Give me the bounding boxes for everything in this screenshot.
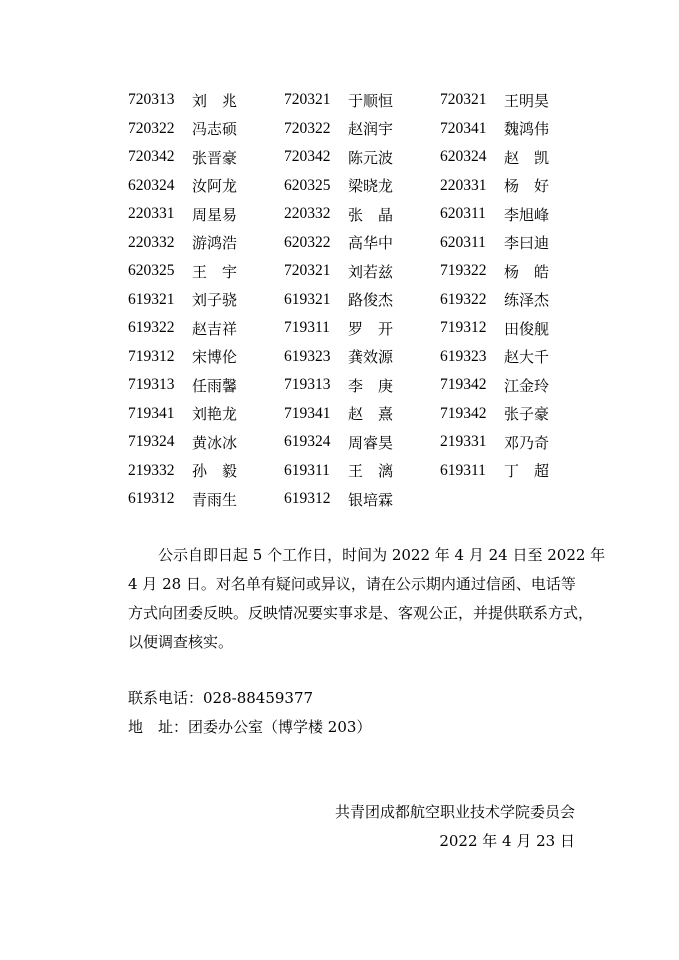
roster-entry <box>440 346 588 367</box>
roster-entry <box>128 460 284 481</box>
class-code: 720321 <box>440 91 487 109</box>
roster-entry <box>128 118 284 139</box>
class-code: 619322 <box>128 319 175 337</box>
roster-row <box>128 428 588 457</box>
class-code: 220331 <box>128 205 175 223</box>
class-code: 620324 <box>128 176 175 194</box>
class-code: 719342 <box>440 376 487 394</box>
student-name: 宋博伦 <box>192 348 238 367</box>
roster-row <box>128 286 588 315</box>
class-code: 619321 <box>284 290 331 308</box>
student-name: 杨 皓 <box>504 262 550 281</box>
notice-line: 4 月 28 日。对名单有疑问或异议，请在公示期内通过信函、电话等 <box>128 575 576 593</box>
roster-entry <box>128 175 284 196</box>
roster-entry <box>128 261 284 282</box>
class-code: 620311 <box>440 233 486 251</box>
class-code: 620311 <box>440 205 486 223</box>
student-name: 魏鸿伟 <box>504 120 550 139</box>
phone-label: 联系电话： <box>128 689 204 707</box>
class-code: 720321 <box>284 91 331 109</box>
roster-entry <box>128 147 284 168</box>
roster-entry <box>284 489 440 510</box>
roster-entry <box>128 432 284 453</box>
signature-block <box>335 798 575 856</box>
student-name: 周星易 <box>192 205 238 224</box>
phone-line <box>128 684 371 713</box>
class-code: 719312 <box>440 319 487 337</box>
class-code: 719341 <box>128 404 175 422</box>
roster-entry <box>284 232 440 253</box>
student-name: 黄冰冰 <box>192 433 238 452</box>
roster-row <box>128 371 588 400</box>
student-name: 赵润宇 <box>348 120 394 139</box>
roster-entry <box>284 261 440 282</box>
student-name: 赵 凯 <box>504 148 550 167</box>
roster-entry <box>440 460 588 481</box>
notice-line: 公示自即日起 5 个工作日，时间为 2022 年 4 月 24 日至 2022 年 <box>128 546 606 564</box>
student-name: 李旭峰 <box>504 205 550 224</box>
class-code: 720322 <box>284 119 331 137</box>
roster-row <box>128 143 588 172</box>
roster-row <box>128 257 588 286</box>
class-code: 619322 <box>440 290 487 308</box>
roster-entry <box>284 318 440 339</box>
roster-entry <box>440 289 588 310</box>
roster-entry <box>440 403 588 424</box>
roster-entry <box>440 118 588 139</box>
student-name: 孙 毅 <box>192 462 238 481</box>
roster-row <box>128 400 588 429</box>
signing-date: 2022 年 4 月 23 日 <box>439 832 575 850</box>
class-code: 220331 <box>440 176 487 194</box>
roster-entry <box>284 346 440 367</box>
roster-entry <box>284 147 440 168</box>
class-code: 619321 <box>128 290 175 308</box>
roster-entry <box>284 204 440 225</box>
student-name: 周睿昊 <box>348 433 394 452</box>
roster-entry <box>440 375 588 396</box>
student-name: 李 庚 <box>348 376 394 395</box>
class-code: 719342 <box>440 404 487 422</box>
class-code: 619323 <box>440 347 487 365</box>
address-label: 地 址： <box>128 718 189 736</box>
roster-entry <box>440 175 588 196</box>
class-code: 619311 <box>440 461 486 479</box>
student-name: 梁晓龙 <box>348 177 394 196</box>
student-name: 赵大千 <box>504 348 550 367</box>
student-name: 王 漓 <box>348 462 394 481</box>
class-code: 719313 <box>284 376 331 394</box>
roster-entry <box>284 289 440 310</box>
roster-entry <box>440 261 588 282</box>
student-name: 刘 兆 <box>192 91 238 110</box>
student-name: 刘子骁 <box>192 291 238 310</box>
class-code: 719312 <box>128 347 175 365</box>
roster-entry <box>284 460 440 481</box>
class-code: 720342 <box>284 148 331 166</box>
class-code: 619323 <box>284 347 331 365</box>
student-name: 陈元波 <box>348 148 394 167</box>
class-code: 219331 <box>440 433 487 451</box>
roster-entry <box>128 489 284 510</box>
class-code: 720342 <box>128 148 175 166</box>
roster-row <box>128 200 588 229</box>
class-code: 620324 <box>440 148 487 166</box>
signing-organization: 共青团成都航空职业技术学院委员会 <box>334 803 575 821</box>
roster-row <box>128 314 588 343</box>
class-code: 720321 <box>284 262 331 280</box>
roster-entry <box>128 375 284 396</box>
roster-row <box>128 343 588 372</box>
notice-line: 方式向团委反映。反映情况要实事求是、客观公正，并提供联系方式， <box>128 604 594 622</box>
roster-entry <box>128 289 284 310</box>
student-name: 冯志硕 <box>192 120 238 139</box>
address-line <box>128 713 371 742</box>
roster-row <box>128 457 588 486</box>
student-name: 王 宇 <box>192 262 238 281</box>
student-name: 汝阿龙 <box>192 177 238 196</box>
roster-entry <box>284 118 440 139</box>
roster-entry <box>128 90 284 111</box>
class-code: 720341 <box>440 119 487 137</box>
roster-entry <box>440 90 588 111</box>
student-name: 杨 好 <box>504 177 550 196</box>
student-name: 刘若兹 <box>348 262 394 281</box>
student-name: 赵 熹 <box>348 405 394 424</box>
student-name: 张 晶 <box>348 205 394 224</box>
roster-entry <box>128 204 284 225</box>
roster-entry <box>440 432 588 453</box>
notice-line: 以便调查核实。 <box>128 633 234 651</box>
class-code: 719311 <box>284 319 330 337</box>
class-code: 220332 <box>128 233 175 251</box>
student-name: 刘艳龙 <box>192 405 238 424</box>
class-code: 219332 <box>128 461 175 479</box>
class-code: 719341 <box>284 404 331 422</box>
class-code: 720322 <box>128 119 175 137</box>
class-code: 620325 <box>284 176 331 194</box>
class-code: 619324 <box>284 433 331 451</box>
student-name: 丁 超 <box>504 462 550 481</box>
notice-paragraph <box>128 541 606 657</box>
student-name: 路俊杰 <box>348 291 394 310</box>
roster-entry <box>284 90 440 111</box>
student-name: 游鸿浩 <box>192 234 238 253</box>
class-code: 620322 <box>284 233 331 251</box>
roster-entry <box>284 175 440 196</box>
roster-entry <box>284 403 440 424</box>
student-name: 江金玲 <box>504 376 550 395</box>
student-name: 练泽杰 <box>504 291 550 310</box>
class-code: 220332 <box>284 205 331 223</box>
student-name: 邓乃奇 <box>504 433 550 452</box>
roster-entry <box>440 204 588 225</box>
roster-row <box>128 86 588 115</box>
class-code: 719313 <box>128 376 175 394</box>
class-code: 620325 <box>128 262 175 280</box>
student-name: 罗 开 <box>348 319 394 338</box>
class-code: 720313 <box>128 91 175 109</box>
class-code: 719324 <box>128 433 175 451</box>
student-name: 任雨馨 <box>192 376 238 395</box>
class-code: 619312 <box>284 490 331 508</box>
student-name: 田俊舰 <box>504 319 550 338</box>
roster-row <box>128 172 588 201</box>
name-roster <box>128 86 588 514</box>
roster-row <box>128 229 588 258</box>
roster-entry <box>128 232 284 253</box>
student-name: 赵吉祥 <box>192 319 238 338</box>
student-name: 张晋豪 <box>192 148 238 167</box>
student-name: 青雨生 <box>192 490 238 509</box>
roster-row <box>128 115 588 144</box>
roster-entry <box>128 403 284 424</box>
student-name: 高华中 <box>348 234 394 253</box>
student-name: 李曰迪 <box>504 234 550 253</box>
address-value: 团委办公室（博学楼 203） <box>188 718 372 736</box>
roster-row <box>128 485 588 514</box>
class-code: 719322 <box>440 262 487 280</box>
roster-entry <box>440 232 588 253</box>
roster-entry <box>284 375 440 396</box>
roster-entry <box>128 346 284 367</box>
student-name: 张子豪 <box>504 405 550 424</box>
phone-number: 028-88459377 <box>203 689 314 707</box>
student-name: 王明昊 <box>504 91 550 110</box>
roster-entry <box>128 318 284 339</box>
roster-entry <box>440 147 588 168</box>
class-code: 619312 <box>128 490 175 508</box>
student-name: 于顺恒 <box>348 91 394 110</box>
roster-entry <box>284 432 440 453</box>
student-name: 龚效源 <box>348 348 394 367</box>
class-code: 619311 <box>284 461 330 479</box>
contact-info <box>128 684 371 742</box>
student-name: 银培霖 <box>348 490 394 509</box>
roster-entry <box>440 318 588 339</box>
